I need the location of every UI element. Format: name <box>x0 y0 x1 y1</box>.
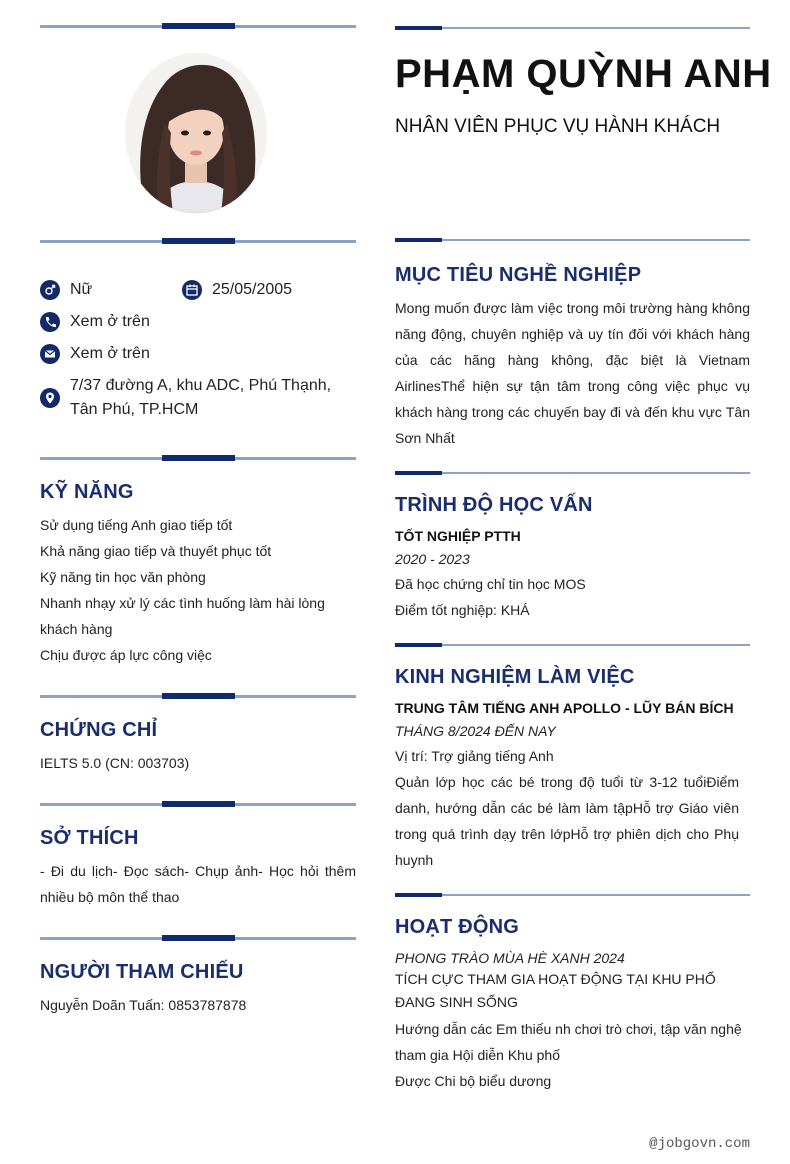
certificates-text: IELTS 5.0 (CN: 003703) <box>40 755 190 771</box>
divider <box>40 937 356 940</box>
divider <box>40 240 356 243</box>
skill-item: Chịu được áp lực công việc <box>40 647 212 663</box>
hobbies-text: - Đi du lịch- Đọc sách- Chụp ảnh- Học hỏi thêm nhiều bộ môn thể thao <box>40 863 356 905</box>
divider <box>395 472 750 474</box>
education-period: 2020 - 2023 <box>395 551 470 567</box>
education-title: TRÌNH ĐỘ HỌC VẤN <box>395 494 593 516</box>
skill-item: Kỹ năng tin học văn phòng <box>40 569 206 585</box>
activities-headline: TÍCH CỰC THAM GIA HOẠT ĐỘNG TẠI KHU PHỐ ĐANG SINH SỐNG <box>395 971 716 1010</box>
skill-item: Khả năng giao tiếp và thuyết phục tốt <box>40 543 272 559</box>
watermark-text: @jobgovn.com <box>649 1136 750 1152</box>
experience-company: TRUNG TÂM TIẾNG ANH APOLLO - LŨY BÁN BÍCH <box>395 700 734 716</box>
gender-text: Nữ <box>70 281 93 298</box>
birthday-text: 25/05/2005 <box>212 281 293 298</box>
experience-description: Quản lớp học các bé trong độ tuổi từ 3-12 tuổiĐiểm danh, hướng dẫn các bé làm làm tậpHỗ trợ Giáo viên trong quá trình dạy trên lớpHỗ trợ phiên dịch cho Phụ huynh <box>395 774 739 868</box>
divider <box>395 894 750 896</box>
candidate-name: PHẠM QUỲNH ANH <box>395 52 772 96</box>
phone-icon <box>40 312 60 332</box>
objective-text: Mong muốn được làm việc trong môi trường hàng không năng động, chuyên nghiệp và uy tín đối với khách hàng của các hãng hàng không, đặc biệt là Vietnam AirlinesThể hiện sự tận tâm trong công việc phục vụ khách hàng trong các chuyến bay đi và đến khu vực Tân Sơn Nhất <box>395 300 750 446</box>
divider <box>395 27 750 29</box>
skill-item: Sử dụng tiếng Anh giao tiếp tốt <box>40 517 233 533</box>
experience-title: KINH NGHIỆM LÀM VIỆC <box>395 666 635 688</box>
divider <box>395 644 750 646</box>
gender-icon <box>40 280 60 300</box>
objective-title: MỤC TIÊU NGHỀ NGHIỆP <box>395 264 642 286</box>
experience-period: THÁNG 8/2024 ĐẾN NAY <box>395 723 556 739</box>
divider <box>40 695 356 698</box>
divider <box>395 239 750 241</box>
references-title: NGƯỜI THAM CHIẾU <box>40 961 244 983</box>
activities-line: Được Chi bộ biểu dương <box>395 1073 552 1089</box>
certificates-title: CHỨNG CHỈ <box>40 719 158 741</box>
education-line: Đã học chứng chỉ tin học MOS <box>395 576 586 592</box>
skills-title: KỸ NĂNG <box>40 481 134 503</box>
phone-text: Xem ở trên <box>70 313 150 330</box>
job-title: NHÂN VIÊN PHỤC VỤ HÀNH KHÁCH <box>395 116 721 137</box>
education-line: Điểm tốt nghiệp: KHÁ <box>395 602 530 618</box>
skill-item: Nhanh nhạy xử lý các tình huống làm hài lòng khách hàng <box>40 595 325 637</box>
references-text: Nguyễn Doãn Tuấn: 0853787878 <box>40 997 247 1013</box>
education-degree: TỐT NGHIỆP PTTH <box>395 528 521 544</box>
skills-list <box>40 512 340 668</box>
hobbies-title: SỞ THÍCH <box>40 827 139 849</box>
activities-title: HOẠT ĐỘNG <box>395 916 520 938</box>
divider <box>40 25 356 28</box>
calendar-icon <box>182 280 202 300</box>
email-text: Xem ở trên <box>70 345 150 362</box>
activities-event: PHONG TRÀO MÙA HÈ XANH 2024 <box>395 950 625 966</box>
email-icon <box>40 344 60 364</box>
divider <box>40 457 356 460</box>
activities-line: Hướng dẫn các Em thiếu nh chơi trò chơi, tập văn nghệ tham gia Hội diễn Khu phố <box>395 1021 742 1063</box>
address-text: 7/37 đường A, khu ADC, Phú Thạnh, Tân Phú, TP.HCM <box>70 377 332 418</box>
divider <box>40 803 356 806</box>
avatar <box>125 53 267 213</box>
experience-role: Vị trí: Trợ giảng tiếng Anh <box>395 748 554 764</box>
location-icon <box>40 388 60 408</box>
